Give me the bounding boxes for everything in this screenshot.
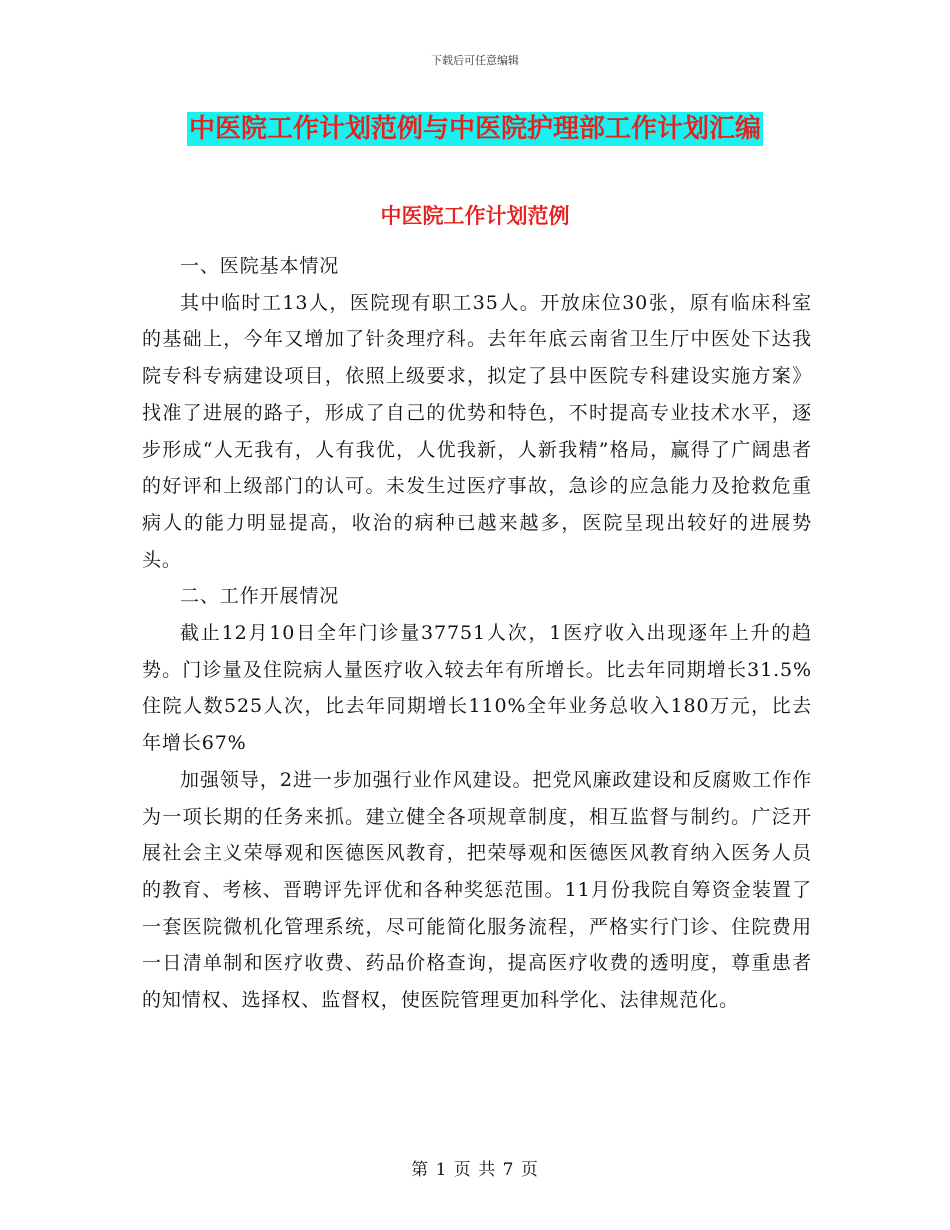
heading-basic-situation: 一、医院基本情况 bbox=[180, 255, 340, 277]
main-title-container bbox=[0, 112, 950, 146]
document-body bbox=[142, 248, 812, 1019]
page-number: 第 1 页 共 7 页 bbox=[411, 1160, 539, 1180]
paragraph-basic-situation: 其中临时工13人，医院现有职工35人。开放床位30张，原有临床科室的基础上，今年又增加了针灸理疗科。去年年底云南省卫生厅中医处下达我院专科专病建设项目，依照上级要求，拟定了县中医院专科建设实施方案》找准了进展的路子，形成了自己的优势和特色，不时提高专业技术水平，逐步形成“人无我有，人有我优，人优我新，人新我精”格局，赢得了广阔患者的好评和上级部门的认可。未发生过医疗事故，急诊的应急能力及抢救危重病人的能力明显提高，收治的病种已越来越多，医院呈现出较好的进展势头。 bbox=[142, 291, 812, 571]
heading-work-progress: 二、工作开展情况 bbox=[180, 585, 340, 608]
header-note: 下载后可任意编辑 bbox=[431, 54, 519, 67]
document-title: 中医院工作计划范例与中医院护理部工作计划汇编 bbox=[188, 114, 761, 144]
paragraph-statistics: 截止12月10日全年门诊量37751人次，1医疗收入出现逐年上升的趋势。门诊量及住院病人量医疗收入较去年有所增长。比去年同期增长31.5%住院人数525人次，比去年同期增长110%全年业务总收入180万元，比去年增长67% bbox=[142, 622, 812, 755]
paragraph-leadership: 加强领导，2进一步加强行业作风建设。把党风廉政建设和反腐败工作作为一项长期的任务来抓。建立健全各项规章制度，相互监督与制约。广泛开展社会主义荣辱观和医德医风教育，把荣辱观和医德医风教育纳入医务人员的教育、考核、晋聘评先评优和各种奖惩范围。11月份我院自筹资金装置了一套医院微机化管理系统，尽可能简化服务流程，严格实行门诊、住院费用一日清单制和医疗收费、药品价格查询，提高医疗收费的透明度，尊重患者的知情权、选择权、监督权，使医院管理更加科学化、法律规范化。 bbox=[142, 768, 812, 1012]
section-title: 中医院工作计划范例 bbox=[380, 203, 570, 228]
